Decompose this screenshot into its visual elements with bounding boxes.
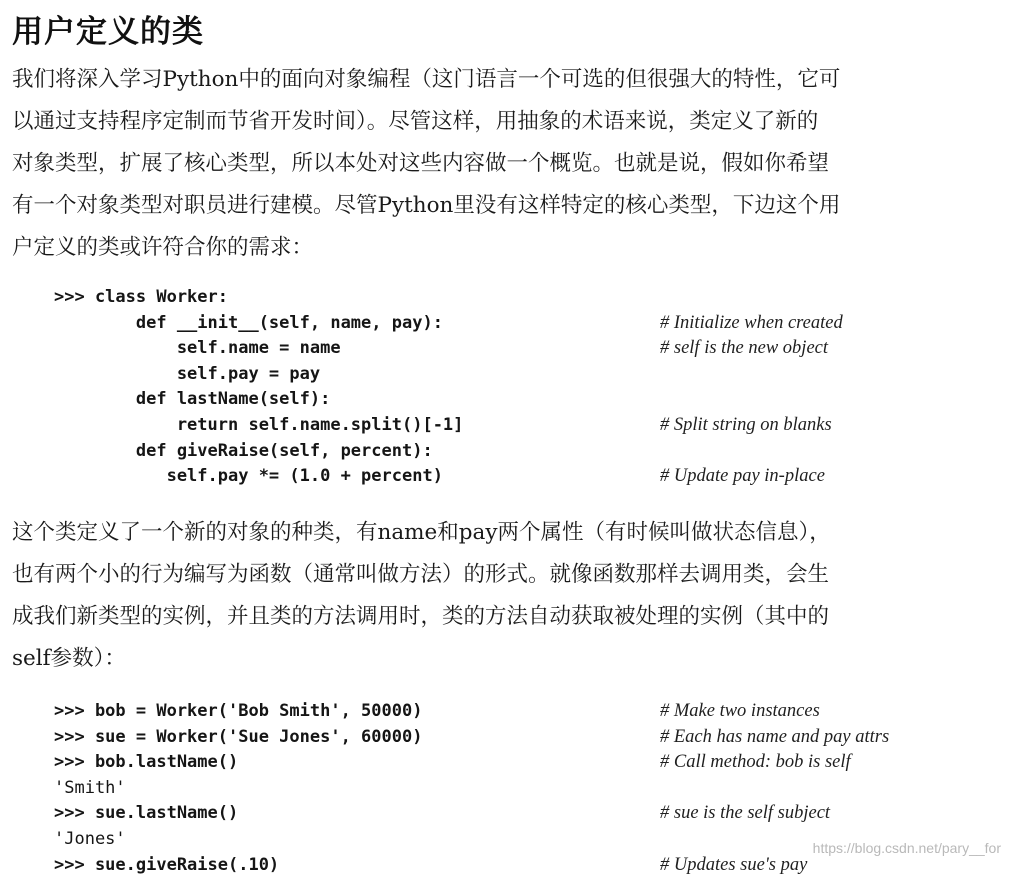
code-line: self.name = name [54,338,341,359]
code-comment: # Update pay in-place [660,466,825,487]
paragraph-line: 户定义的类或许符合你的需求： [12,235,314,260]
code-line: >>> bob.lastName() [54,752,239,773]
paragraph-line: 有一个对象类型对职员进行建模。尽管Python里没有这样特定的核心类型，下边这个用 [12,193,841,218]
watermark: https://blog.csdn.net/pary__for [812,840,1001,856]
section-title: 用户定义的类 [12,14,204,50]
paragraph-line: 我们将深入学习Python中的面向对象编程（这门语言一个可选的但很强大的特性，它可 [12,67,841,92]
code-line: >>> sue = Worker('Sue Jones', 60000) [54,726,423,747]
code-line: >>> sue.lastName() [54,803,239,824]
paragraph-line: 对象类型，扩展了核心类型，所以本处对这些内容做一个概览。也就是说，假如你希望 [12,151,830,176]
paragraph-line: 以通过支持程序定制而节省开发时间）。尽管这样，用抽象的术语来说，类定义了新的 [12,109,819,134]
code-comment: # Call method: bob is self [660,752,851,773]
code-comment: # Split string on blanks [660,414,832,435]
paragraph-explanation [12,512,831,680]
code-comment: # Initialize when created [660,312,843,333]
paragraph-line: 成我们新类型的实例，并且类的方法调用时，类的方法自动获取被处理的实例（其中的 [12,604,830,629]
code-output: 'Jones' [54,828,126,849]
code-line: def giveRaise(self, percent): [54,440,433,461]
paragraph-line: 也有两个小的行为编写为函数（通常叫做方法）的形式。就像函数那样去调用类，会生 [12,562,830,587]
code-comment: # sue is the self subject [660,803,831,824]
code-line: def __init__(self, name, pay): [54,312,443,333]
code-line: >>> bob = Worker('Bob Smith', 50000) [54,701,423,721]
code-output: 'Smith' [54,777,126,798]
code-line: self.pay = pay [54,363,321,384]
code-line: >>> class Worker: [54,287,228,307]
code-line: self.pay *= (1.0 + percent) [54,466,443,487]
code-comment: # Updates sue's pay [660,854,808,875]
paragraph-line: 这个类定义了一个新的对象的种类，有name和pay两个属性（有时候叫做状态信息）， [12,520,831,545]
code-line: >>> sue.giveRaise(.10) [54,854,280,875]
code-comment: # Make two instances [660,701,820,721]
code-line: def lastName(self): [54,389,331,410]
paragraph-line: self参数）： [12,646,126,671]
code-comment: # Each has name and pay attrs [660,726,890,747]
code-comment: # self is the new object [660,338,829,359]
paragraph-intro [12,59,840,269]
code-line: return self.name.split()[-1] [54,414,464,435]
